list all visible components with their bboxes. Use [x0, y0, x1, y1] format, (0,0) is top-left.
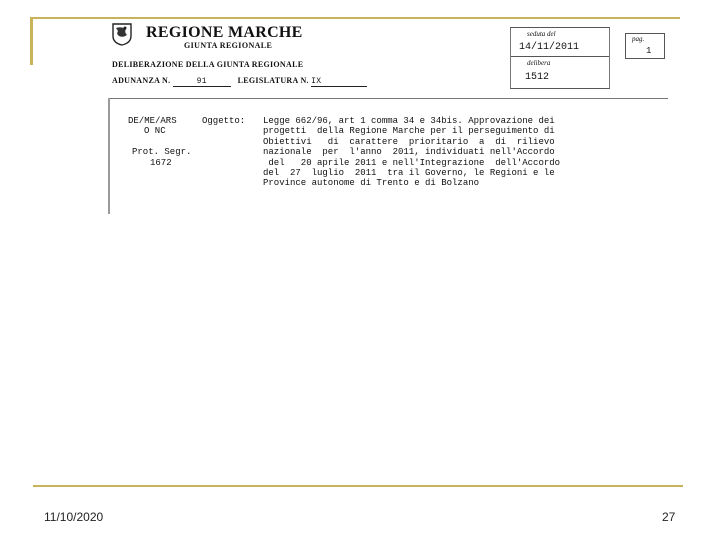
protocol-line: 1672: [150, 157, 172, 168]
pag-value: 1: [646, 46, 652, 56]
footer-date: 11/10/2020: [44, 510, 104, 524]
box-separator: [511, 56, 609, 57]
org-subtitle: GIUNTA REGIONALE: [184, 41, 273, 50]
footer-page-number: 27: [662, 510, 676, 524]
protocol-line: [128, 137, 191, 147]
oggetto-line: Obiettivi di carattere prioritario a di rilievo: [263, 136, 555, 147]
document-horizontal-rule: [110, 98, 668, 99]
oggetto-line: Province autonome di Trento e di Bolzano: [263, 178, 480, 189]
delibera-label: delibera: [527, 59, 551, 67]
seduta-delibera-box: [510, 27, 610, 89]
deliberazione-title: DELIBERAZIONE DELLA GIUNTA REGIONALE: [112, 60, 304, 69]
seduta-value: 14/11/2011: [519, 42, 580, 53]
adunanza-line: [112, 76, 367, 87]
slide-frame-top-line: [30, 17, 680, 19]
protocol-line: O NC: [144, 126, 166, 137]
oggetto-text: [263, 116, 560, 189]
org-name: REGIONE MARCHE: [146, 24, 303, 41]
protocol-column: [128, 116, 191, 168]
delibera-value: 1512: [525, 72, 550, 83]
oggetto-line: progetti della Regione Marche per il perseguimento di: [263, 126, 555, 137]
slide-frame-bottom-line: [33, 485, 683, 487]
slide-frame-left-line: [30, 17, 33, 65]
oggetto-line: nazionale per l'anno 2011, individuati nell'Accordo: [263, 147, 555, 158]
protocol-line: Prot. Segr.: [132, 147, 192, 158]
adunanza-label: ADUNANZA N.: [112, 76, 171, 85]
regione-marche-emblem-icon: [112, 23, 132, 46]
page-number-box: [625, 33, 665, 59]
legislatura-value: IX: [311, 77, 367, 87]
protocol-line: DE/ME/ARS: [128, 116, 177, 126]
oggetto-label: Oggetto:: [202, 116, 246, 126]
adunanza-value: 91: [173, 77, 231, 87]
seduta-label: seduta del: [527, 30, 556, 38]
oggetto-line: del 20 aprile 2011 e nell'Integrazione dell'Accordo: [263, 157, 561, 168]
oggetto-line: del 27 luglio 2011 tra il Governo, le Regioni e le: [263, 168, 555, 179]
document-left-edge: [108, 98, 110, 214]
pag-label: pag.: [632, 35, 645, 43]
oggetto-line: Legge 662/96, art 1 comma 34 e 34bis. Approvazione dei: [263, 116, 555, 126]
legislatura-label: LEGISLATURA N.: [237, 76, 309, 85]
